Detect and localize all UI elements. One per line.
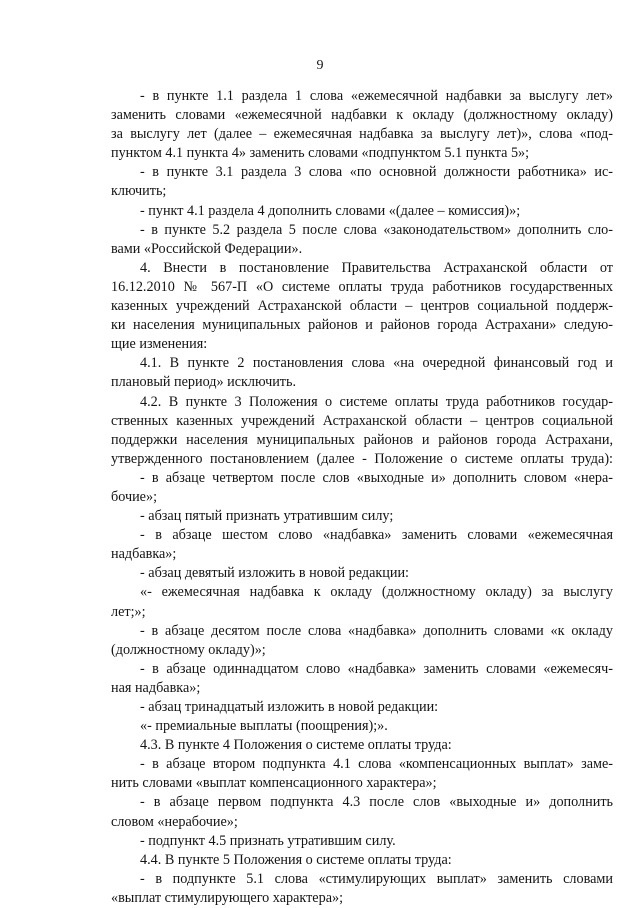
text-line: бочие»; [111,488,158,505]
text-line: лет;»; [111,603,146,620]
text-line: «- ежемесячная надбавка к окладу (должностному окладу) за выслугу [140,584,613,601]
text-line: - в пункте 5.2 раздела 5 после слова «законодательством» дополнить сло- [140,221,613,238]
text-line: - в абзаце десятом после слова «надбавка» дополнить словами «к окладу [140,622,613,639]
text-line: плановый период» исключить. [111,374,297,391]
text-line: ственных казенных учреждений Астраханской области – центров социальной [111,412,613,429]
text-line: 4.1. В пункте 2 постановления слова «на очередной финансовый год и [140,355,613,372]
text-line: казенных учреждений Астраханской области – центров социальной поддерж- [111,298,613,315]
text-line: ная надбавка»; [111,679,201,696]
text-line: 4.2. В пункте 3 Положения о системе оплаты труда работников государ- [140,393,613,410]
text-line: - в абзаце четвертом после слов «выходные и» дополнить словом «нера- [140,469,613,486]
text-line: - в абзаце первом подпункта 4.3 после слов «выходные и» дополнить [140,794,613,811]
text-line: (должностному окладу)»; [111,641,266,658]
text-line: 4. Внести в постановление Правительства Астраханской области от [140,259,613,276]
text-line: - абзац тринадцатый изложить в новой редакции: [140,699,439,715]
text-line: надбавка»; [111,546,177,563]
text-line: словом «нерабочие»; [111,813,238,830]
text-line: - в абзаце одиннадцатом слово «надбавка» заменить словами «ежемесяч- [140,660,613,677]
text-line: ключить; [111,183,167,200]
text-line: - в пункте 3.1 раздела 3 слова «по основной должности работника» ис- [140,164,613,181]
text-line: нить словами «выплат компенсационного характера»; [111,775,437,792]
text-line: заменить словами «ежемесячной надбавки к окладу (должностному окладу) [111,107,613,124]
text-line: - в абзаце втором подпункта 4.1 слова «компенсационных выплат» заме- [140,756,613,773]
text-line: - в абзаце шестом слово «надбавка» заменить словами «ежемесячная [140,527,613,544]
text-line: - абзац девятый изложить в новой редакции: [140,565,409,582]
text-line: - подпункт 4.5 признать утратившим силу. [140,832,396,849]
text-line: 4.3. В пункте 4 Положения о системе оплаты труда: [140,737,452,754]
page-number: 9 [316,58,324,73]
text-line: за выслугу лет (далее – ежемесячная надбавка за выслугу лет)», слова «под- [111,126,613,143]
text-line: вами «Российской Федерации». [111,240,303,257]
text-line: поддержки населения муниципальных районов и районов города Астрахани, [111,431,613,448]
text-line: щие изменения: [111,336,208,353]
text-line: «выплат стимулирующего характера»; [111,889,344,906]
text-line: - в пункте 1.1 раздела 1 слова «ежемесячной надбавки за выслугу лет» [140,88,613,104]
text-line: утвержденного постановлением (далее - Положение о системе оплаты труда): [111,450,613,467]
text-line: 16.12.2010 № 567-П «О системе оплаты труда работников государственных [111,278,613,295]
text-line: «- премиальные выплаты (поощрения);». [140,718,388,735]
text-line: 4.4. В пункте 5 Положения о системе оплаты труда: [140,851,452,868]
text-line: - в подпункте 5.1 слова «стимулирующих выплат» заменить словами [140,870,613,887]
text-line: ки населения муниципальных районов и районов города Астрахани» следую- [111,317,613,334]
text-line: пунктом 4.1 пункта 4» заменить словами «подпунктом 5.1 пункта 5»; [111,145,530,162]
document-body [111,87,613,908]
text-line: - пункт 4.1 раздела 4 дополнить словами «(далее – комиссия)»; [140,202,521,219]
text-line: - абзац пятый признать утратившим силу; [140,508,394,525]
